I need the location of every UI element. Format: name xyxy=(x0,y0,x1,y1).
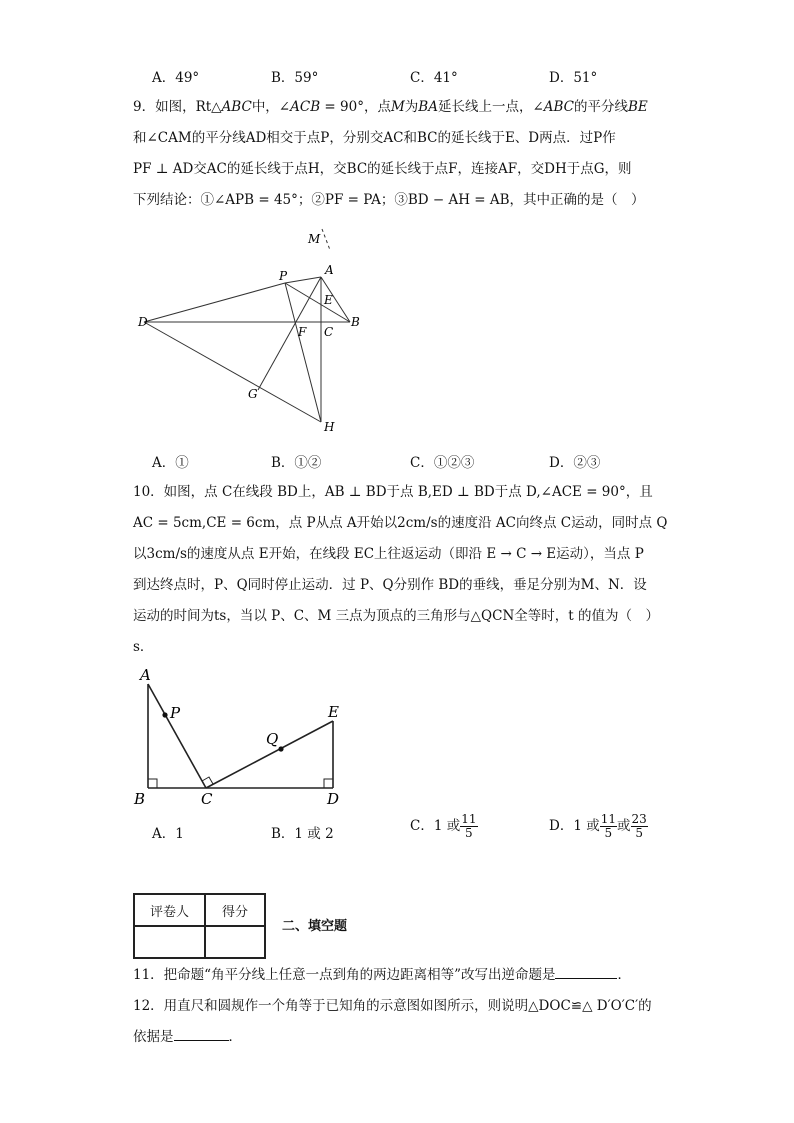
q9-option-d: D．②③ xyxy=(549,455,601,471)
q8-option-c: C．41° xyxy=(410,70,458,86)
q10-option-d: D．1 或 $\frac{11}{5}$ 或 $\frac{23}{5}$ xyxy=(549,812,647,840)
q9-label-A: A xyxy=(325,263,334,277)
q9-label-M: M xyxy=(308,232,321,246)
q10-line-1: 10．如图，点 C在线段 BD上，AB ⊥ BD于点 B,ED ⊥ BD于点 D,∠ACE = 90°，且 xyxy=(133,484,653,500)
q8-option-a: A．49° xyxy=(152,70,200,86)
q10-option-c: C．1 或 $\frac{11}{5}$ xyxy=(410,812,477,840)
q9-option-c: C．①②③ xyxy=(410,455,475,471)
q10-label-P: P xyxy=(170,704,181,722)
q8-option-b: B．59° xyxy=(271,70,319,86)
q9-label-C: C xyxy=(324,325,334,339)
q9-option-b: B．①② xyxy=(271,455,322,471)
q10-label-B: B xyxy=(134,790,146,808)
reviewer-header: 评卷人 xyxy=(134,894,205,926)
q10-geometry-figure xyxy=(128,660,358,810)
score-cell xyxy=(205,926,265,958)
q10-line-4: 到达终点时，P、Q同时停止运动．过 P、Q分别作 BD的垂线，垂足分别为M、N．设 xyxy=(133,577,647,593)
q9-option-a: A．① xyxy=(152,455,189,471)
q10-label-E: E xyxy=(328,703,339,721)
q10-label-D: D xyxy=(327,790,340,808)
q9-line-2: 和∠CAM的平分线AD相交于点P，分别交AC和BC的延长线于E、D两点．过P作 xyxy=(133,130,616,146)
q9-label-G: G xyxy=(248,387,258,401)
q11-line: 11．把命题“角平分线上任意一点到角的两边距离相等”改写出逆命题是 ． xyxy=(133,967,631,983)
q9-label-P: P xyxy=(279,269,288,283)
q10-line-3: 以3cm/s的速度从点 E开始，在线段 EC上往返运动（即沿 E → C → E运动），当点 P xyxy=(133,546,644,562)
q9-label-D: D xyxy=(138,315,148,329)
q10-line-5: 运动的时间为ts，当以 P、C、M 三点为顶点的三角形与△QCN全等时，t 的值为（ ） xyxy=(133,608,659,624)
q10-option-a: A．1 xyxy=(152,826,184,842)
q9-line-3: PF ⊥ AD交AC的延长线于点H，交BC的延长线于点F，连接AF，交DH于点G，则 xyxy=(133,161,632,177)
q12-answer-blank[interactable] xyxy=(174,1027,229,1041)
q9-label-B: B xyxy=(351,315,360,329)
q8-option-d: D．51° xyxy=(549,70,598,86)
q12-line-2: 依据是 ． xyxy=(133,1029,242,1045)
q11-answer-blank[interactable] xyxy=(555,965,617,979)
q9-line-1: 9．如图，Rt△ABC中，∠ACB = 90°，点M为BA延长线上一点，∠ABC的平分线BE xyxy=(133,99,648,115)
q12-line-1: 12．用直尺和圆规作一个角等于已知角的示意图如图所示，则说明△DOC≌△ D′O′C′的 xyxy=(133,998,652,1014)
q10-label-C: C xyxy=(201,790,213,808)
q10-label-A: A xyxy=(140,666,151,684)
q10-option-b: B．1 或 2 xyxy=(271,826,334,842)
q9-geometry-figure xyxy=(130,225,370,440)
score-table xyxy=(133,893,266,959)
q10-line-2: AC = 5cm,CE = 6cm，点 P从点 A开始以2cm/s的速度沿 AC向终点 C运动，同时点 Q xyxy=(133,515,668,531)
q10-line-6: s． xyxy=(133,639,154,655)
q9-line-4: 下列结论：①∠APB = 45°；②PF = PA；③BD − AH = AB，其中正确的是（ ） xyxy=(133,192,645,208)
score-header: 得分 xyxy=(205,894,265,926)
q9-label-H: H xyxy=(324,420,335,434)
q9-label-E: E xyxy=(324,293,333,307)
reviewer-cell xyxy=(134,926,205,958)
section-2-title: 二、填空题 xyxy=(282,919,348,934)
q9-label-F: F xyxy=(298,325,307,339)
q10-label-Q: Q xyxy=(266,730,279,748)
